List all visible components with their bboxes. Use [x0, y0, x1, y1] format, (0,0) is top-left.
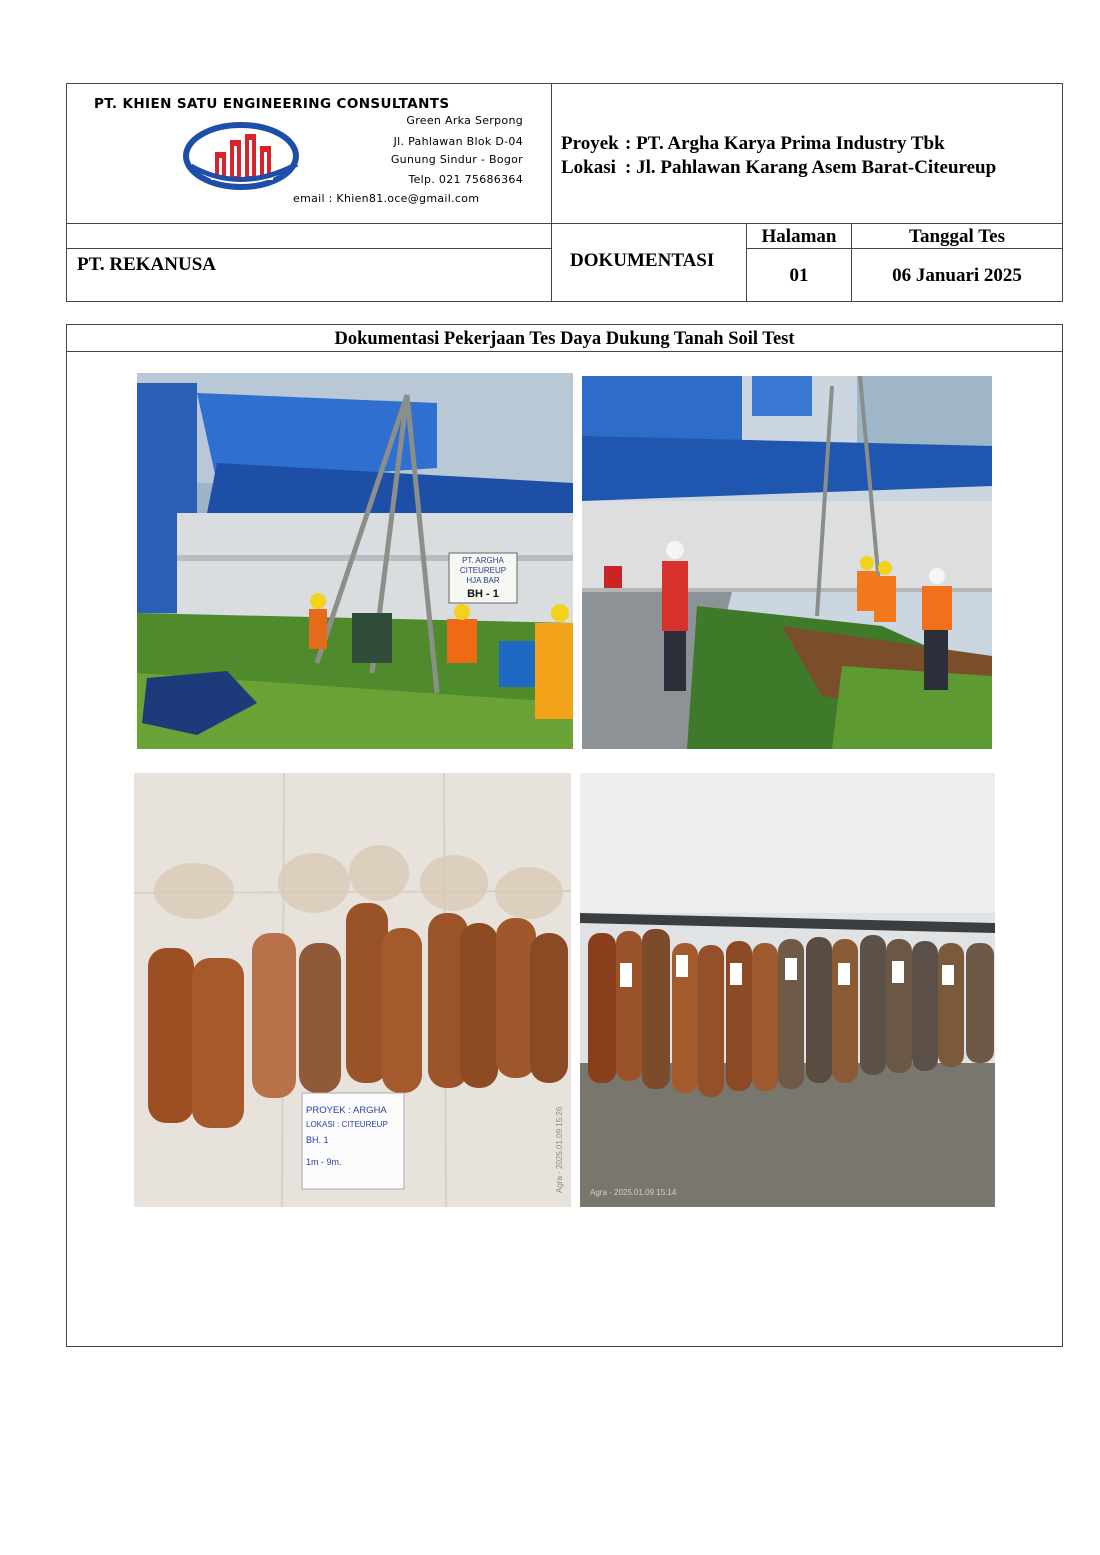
project-block: [551, 84, 1062, 223]
sign-line-2: CITEUREUP: [459, 566, 507, 575]
photo-drilling-rig: [137, 373, 573, 749]
phone-line: Telp. 021 75686364: [408, 173, 523, 186]
email-line: email : Khien81.oce@gmail.com: [293, 192, 480, 205]
page-cell: [746, 224, 851, 302]
doc-type-cell: [551, 224, 746, 302]
label-card-line-4: 1m - 9m.: [306, 1157, 342, 1167]
doc-type: DOKUMENTASI: [570, 250, 715, 271]
address-line-1: Green Arka Serpong: [406, 114, 523, 127]
lokasi-value: : Jl. Pahlawan Karang Asem Barat-Citeureup: [625, 157, 997, 178]
address-line-3: Gunung Sindur - Bogor: [390, 153, 523, 166]
documentation-box: [66, 324, 1063, 1347]
company-block: [67, 84, 551, 223]
photo-timestamp-1: Agra · 2025.01.09 15:26: [555, 1106, 564, 1193]
sign-line-1: PT. ARGHA: [462, 556, 504, 565]
label-card-line-2: LOKASI : CITEUREUP: [306, 1120, 388, 1129]
lokasi-key: Lokasi: [561, 157, 616, 178]
sign-line-3: HJA BAR: [466, 576, 500, 585]
date-divider: [852, 248, 1062, 249]
photo-soil-samples-row: [580, 773, 995, 1207]
sign-line-4: BH - 1: [467, 588, 499, 600]
company-logo: [181, 120, 305, 192]
section-title: Dokumentasi Pekerjaan Tes Daya Dukung Tanah Soil Test: [67, 325, 1062, 352]
date-label: Tanggal Tes: [909, 226, 1005, 247]
info-row: [67, 223, 1062, 301]
company-name: PT. KHIEN SATU ENGINEERING CONSULTANTS: [94, 96, 450, 112]
client-name: PT. REKANUSA: [77, 254, 216, 275]
page-label: Halaman: [761, 226, 837, 247]
lokasi-line: [561, 157, 996, 179]
photo-timestamp-2: Agra · 2025.01.09 15:14: [590, 1188, 677, 1197]
proyek-line: [561, 133, 945, 155]
page-divider: [747, 248, 851, 249]
header-table: [66, 83, 1063, 302]
test-date: 06 Januari 2025: [892, 265, 1022, 286]
address-line-2: Jl. Pahlawan Blok D-04: [393, 135, 523, 148]
proyek-value: : PT. Argha Karya Prima Industry Tbk: [625, 133, 945, 154]
client-cell: [67, 224, 551, 302]
photo-crew-side-view: [582, 376, 992, 749]
client-divider: [67, 248, 551, 249]
date-cell: [851, 224, 1062, 302]
photo-soil-samples-label: [134, 773, 571, 1207]
label-card-line-1: PROYEK : ARGHA: [306, 1105, 387, 1116]
page-number: 01: [789, 265, 809, 286]
label-card-line-3: BH. 1: [306, 1135, 329, 1145]
proyek-key: Proyek: [561, 133, 619, 154]
